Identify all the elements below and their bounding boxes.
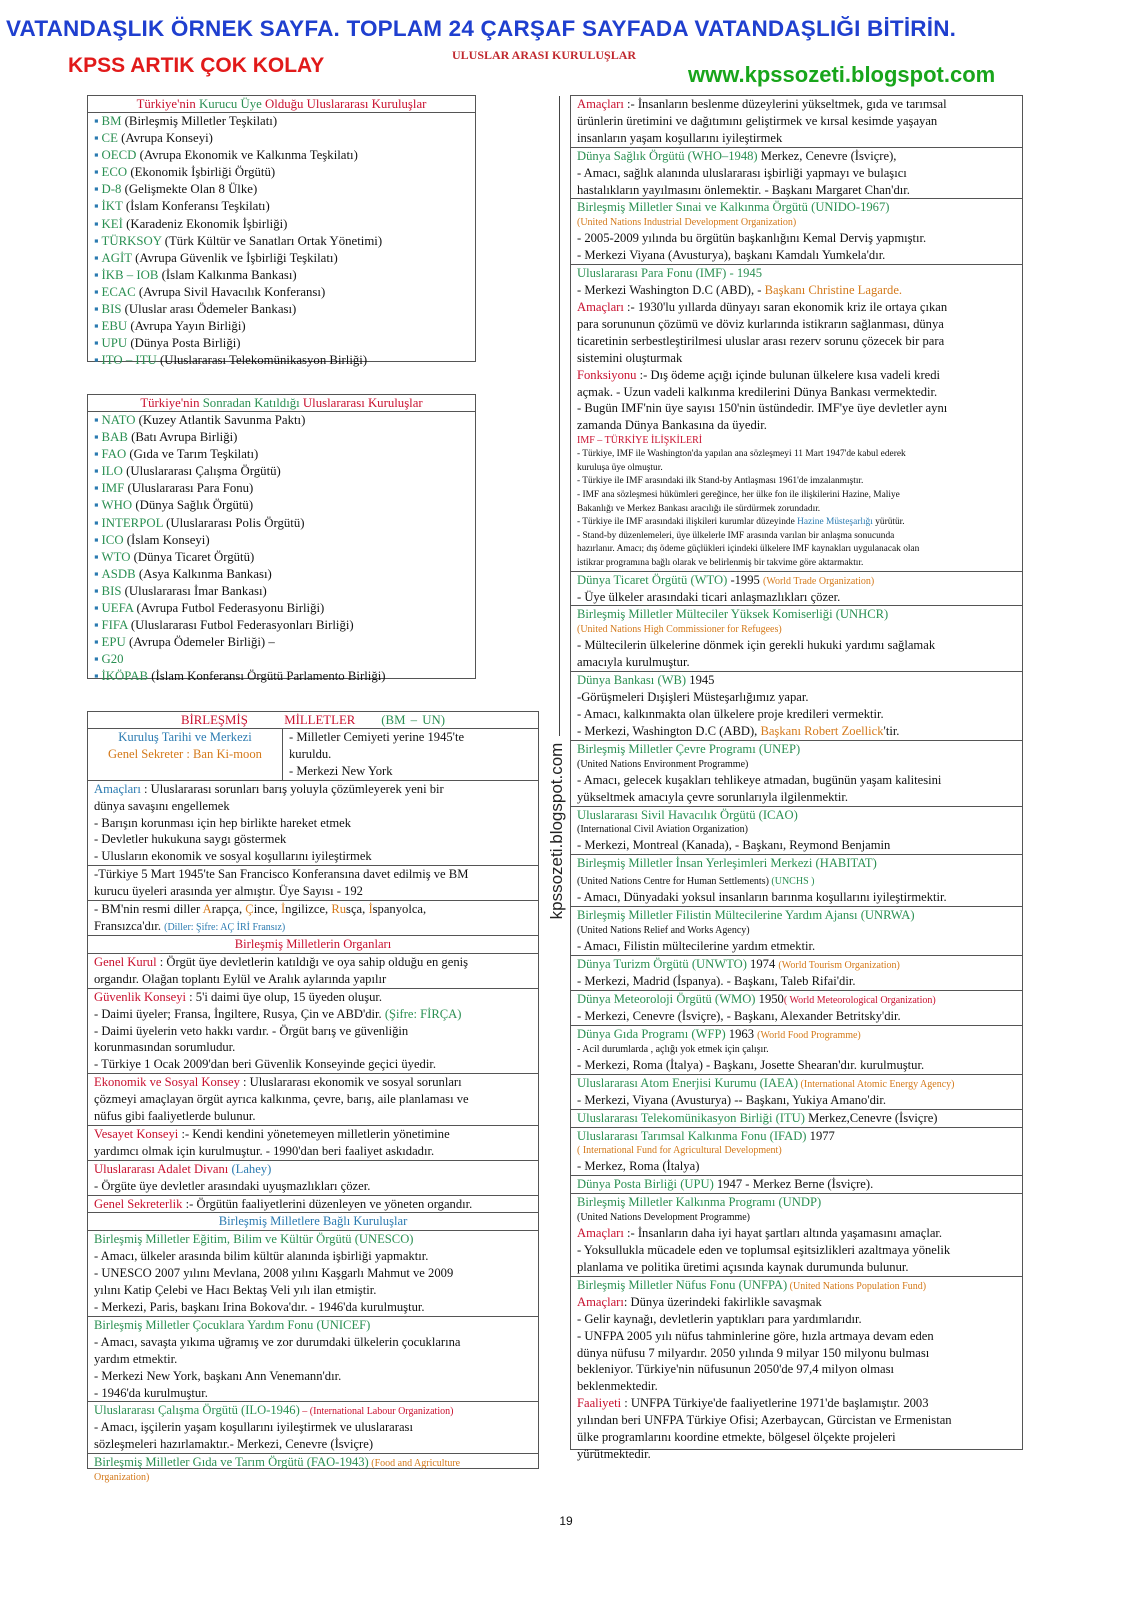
security-council: Güvenlik Konseyi : 5'i daimi üye olup, 15 üyeden oluşur. - Daimi üyeler; Fransa, İngiltere, Rusya, Çin ve ABD'dir. (Şifre: FİRÇA) - Daimi üyelerin veto hakkı vardır. - Örgüt barış ve güvenliğin korunmasından sorumludur. - Türkiye 1 Ocak 2009'dan beri Güvenlik Konseyinde geçici üyedir. [88,989,538,1075]
slogan: KPSS ARTIK ÇOK KOLAY [68,54,325,77]
bullet-icon: ▪ [94,430,99,445]
bullet-icon: ▪ [94,413,99,427]
later-list-item: ▪ UEFA (Avrupa Futbol Federasyonu Birliği) [94,601,325,616]
bullet-icon: ▪ [94,532,99,547]
founding-list-item: ▪ UPU (Dünya Posta Birliği) [94,336,241,351]
bullet-icon: ▪ [94,302,99,317]
bullet-icon: ▪ [94,199,99,214]
icao: Uluslararası Sivil Havacılık Örgütü (ICAO) (International Civil Aviation Organization) - Merkezi, Montreal (Kanada), - Başkanı, Reymond Benjamin [571,807,1022,856]
world-bank: Dünya Bankası (WB) 1945 -Görüşmeleri Dışişleri Müsteşarlığımız yapar. - Amacı, kalkınmakta olan ülkelere proje kredileri vermektir. - Merkezi, Washington D.C (ABD), Başkanı Robert Zoellick'tir. [571,672,1022,741]
founding-list-item: ▪ BIS (Uluslar arası Ödemeler Bankası) [94,302,297,317]
unhcr: Birleşmiş Milletler Mülteciler Yüksek Komiserliği (UNHCR) (United Nations High Commissioner for Refugees) - Mültecilerin ülkelerine dönmek için gerekli hukuki yardımı sağlamak amacıyla kurulmuştur. [571,606,1022,672]
un-organs-title: Birleşmiş Milletlerin Organları [88,936,538,954]
bullet-icon: ▪ [94,618,99,633]
founding-list-item: ▪ ECO (Ekonomik İşbirliği Örgütü) [94,165,276,180]
bullet-icon: ▪ [94,498,99,513]
founding-list-item: ▪ İKT (İslam Konferansı Teşkilatı) [94,199,270,214]
iaea: Uluslararası Atom Enerjisi Kurumu (IAEA) (International Atomic Energy Agency) - Merkezi, Viyana (Avusturya) -- Başkanı, Yukiya Amano'dir. [571,1075,1022,1110]
topic-title: ULUSLAR ARASI KURULUŞLAR [452,48,637,62]
bullet-icon: ▪ [94,233,99,248]
un-turkey-info: -Türkiye 5 Mart 1945'te San Francisco Konferansına davet edilmiş ve BM kurucu üyeleri arasında yer almıştır. Üye Sayısı - 192 [88,866,538,901]
bullet-icon: ▪ [94,131,99,146]
ilo: Uluslararası Çalışma Örgütü (ILO-1946) – (International Labour Organization) - Amacı, işçilerin yaşam koşullarını iyileştirmek ve uluslararası sözleşmeleri hazırlamaktır.- Merkezi, Cenevre (İsviçre) [88,1402,538,1454]
who: Dünya Sağlık Örgütü (WHO–1948) Merkez, Cenevre (İsviçre), - Amacı, sağlık alanında uluslararası işbirliği yapmayı ve bulaşıcı hastalıkların yayılmasını önlemektir. - Başkanı Margaret Chan'dır. [571,148,1022,200]
un-box [87,711,539,1484]
bullet-icon: ▪ [94,583,99,598]
bullet-icon: ▪ [94,669,99,684]
unep: Birleşmiş Milletler Çevre Programı (UNEP) (United Nations Environment Programme) - Amacı, gelecek kuşakları tehlikeye atmadan, bugünün yaşam kalitesini yükseltmek amacıyla çevre sorunlarıyla ilgilenmektir. [571,741,1022,807]
page-number: 19 [559,1514,573,1528]
later-list-item: ▪ WHO (Dünya Sağlık Örgütü) [94,498,254,513]
fao: Birleşmiş Milletler Gıda ve Tarım Örgütü (FAO-1943) (Food and Agriculture Organization) [94,1455,461,1484]
un-aims: Amaçları : Uluslararası sorunları barış yoluyla çözümleyerek yeni bir dünya savaşını engellemek - Barışın korunması için hep birlikte hareket etmek - Devletler hukukuna saygı göstermek - Ulusların ekonomik ve sosyal koşullarını iyileştirmek [88,781,538,867]
later-list-item: ▪ ICO (İslam Konseyi) [94,532,210,547]
habitat: Birleşmiş Milletler İnsan Yerleşimleri Merkezi (HABITAT) (United Nations Centre for Human Settlements) (UNCHS ) - Amacı, Dünyadaki yoksul insanların barınma koşullarını iyileştirmektir. [571,855,1022,907]
later-list-item: ▪ FAO (Gıda ve Tarım Teşkilatı) [94,447,259,462]
secretariat: Genel Sekreterlik :- Örgütün faaliyetlerini düzenleyen ve yöneten organdır. [88,1196,538,1214]
founding-list [88,113,475,369]
page-banner-title: VATANDAŞLIK ÖRNEK SAYFA. TOPLAM 24 ÇARŞAF SAYFADA VATANDAŞLIĞI BİTİRİN. [6,16,957,41]
bullet-icon: ▪ [94,250,99,265]
right-column-box [570,95,1023,1461]
wfp: Dünya Gıda Programı (WFP) 1963 (World Food Programme) - Acil durumlarda , açlığı yok etmek için çalışır. - Merkezi, Roma (İtalya) - Başkanı, Josette Shearan'dır. kurulmuştur. [571,1026,1022,1075]
un-languages: - BM'nin resmi diller Arapça, Çince, İngilizce, Rusça, İspanyolca, Fransızca'dır. (Diller: Şifre: AÇ İRİ Fransız) [88,901,538,936]
bullet-icon: ▪ [94,216,99,231]
founding-list-item: ▪ ECAC (Avrupa Sivil Havacılık Konferansı) [94,284,326,299]
founding-list-item: ▪ İKB – IOB (İslam Kalkınma Bankası) [94,267,297,282]
founding-list-item: ▪ OECD (Avrupa Ekonomik ve Kalkınma Teşkilatı) [94,148,358,163]
vertical-watermark: kpssozeti.blogspot.com [547,742,566,920]
later-list-item: ▪ BIS (Uluslararası İmar Bankası) [94,583,267,598]
itu: Uluslararası Telekomünikasyon Birliği (ITU) Merkez,Cenevre (İsviçre) [571,1110,1022,1128]
bullet-icon: ▪ [94,635,99,650]
later-list-item: ▪ ILO (Uluslararası Çalışma Örgütü) [94,464,281,479]
bullet-icon: ▪ [94,267,99,282]
bullet-icon: ▪ [94,652,99,667]
bullet-icon: ▪ [94,148,99,163]
un-affiliates-title: Birleşmiş Milletlere Bağlı Kuruluşlar [88,1213,538,1231]
later-title: Türkiye'nin Sonradan Katıldığı Uluslararası Kuruluşlar [88,395,475,412]
founding-list-item: ▪ EBU (Avrupa Yayın Birliği) [94,319,246,334]
general-assembly: Genel Kurul : Örgüt üye devletlerin katıldığı ve oya sahip olduğu en geniş organdır. Olağan toplantı Eylül ve Aralık aylarında yapılır [88,954,538,989]
later-list-item: ▪ G20 [94,652,124,667]
bullet-icon: ▪ [94,464,99,479]
later-list [88,412,475,686]
un-title: BİRLEŞMİŞ MİLLETLER (BM – UN) [88,712,538,729]
bullet-icon: ▪ [94,447,99,462]
bullet-icon: ▪ [94,549,99,564]
icj: Uluslararası Adalet Divanı (Lahey) - Örgüte üye devletler arasındaki uyuşmazlıkları çözer. [88,1161,538,1196]
bullet-icon: ▪ [94,515,99,530]
founding-list-item: ▪ CE (Avrupa Konseyi) [94,131,213,146]
imf: Uluslararası Para Fonu (IMF) - 1945 - Merkezi Washington D.C (ABD), - Başkanı Christine Lagarde. Amaçları :- 1930'lu yıllarda dünyayı saran ekonomik kriz ile ortaya çıkan para sorununun çözümü ve döviz kurlarında istikrarın sağlanması, dünya ticaretinin serbestleştirilmesi uluslar arası rezerv sorunu çözecek bir para sistemini oluşturmak Fonksiyonu :- Dış ödeme açığı içinde bulunan ülkelere kısa vadeli kredi açmak. - Uzun vadeli kalkınma kredilerini Dünya Bankası vermektedir. - Bugün IMF'nin üye sayısı 150'nin üstündedir. IMF'ye üye devletler aynı zamanda Dünya Bankasına da üyedir. IMF – TÜRKİYE İLİŞKİLERİ - Türkiye, IMF ile Washington'da yapılan ana sözleşmeyi 11 Mart 1947'de kabul ederek kuruluşa üye olmuştur. - Türkiye ile IMF arasındaki ilk Stand-by Antlaşması 1961'de imzalanmıştır. - IMF ana sözleşmesi hükümleri gereğince, her ülke fon ile ilişkilerini Hazine, Maliye Bakanlığı ve Merkez Bankası aracılığı ile sürdürmek zorundadır. - Türkiye ile IMF arasındaki ilişkileri kurumlar düzeyinde Hazine Müsteşarlığı yürütür. - Stand-by düzenlemeleri, üye ülkelerle IMF arasında varılan bir anlaşma sonucunda hazırlanır. Amacı; dış ödeme güçlükleri içindeki ülkelere IMF kaynakları uygulanacak olan istikrar programına bağlı olarak ve belirlenmiş bir takvime göre aktarmaktır. [571,265,1022,571]
bullet-icon: ▪ [94,114,99,128]
later-list-item: ▪ BAB (Batı Avrupa Birliği) [94,430,238,445]
trusteeship-council: Vesayet Konseyi :- Kendi kendini yönetemeyen milletlerin yönetimine yardımcı olmak için kurulmuştur. - 1990'dan beri faaliyet askıdadır. [88,1126,538,1161]
later-members-box [87,394,476,684]
later-list-item: ▪ İKÖPAB (İslam Konferansı Örgütü Parlamento Birliği) [94,669,386,684]
bullet-icon: ▪ [94,165,99,180]
un-founding-info: Kuruluş Tarihi ve Merkezi Genel Sekreter : Ban Ki-moon - Milletler Cemiyeti yerine 1945'te kuruldu. - Merkezi New York [88,729,538,781]
wto: Dünya Ticaret Örgütü (WTO) -1995 (World Trade Organization) - Üye ülkeler arasındaki ticari anlaşmazlıkları çözer. [571,572,1022,607]
bullet-icon: ▪ [94,319,99,334]
bullet-icon: ▪ [94,566,99,581]
founding-members-box [87,95,476,368]
later-list-item: ▪ NATO (Kuzey Atlantik Savunma Paktı) [94,413,306,427]
later-list-item: ▪ WTO (Dünya Ticaret Örgütü) [94,549,255,564]
upu: Dünya Posta Birliği (UPU) 1947 - Merkez Berne (İsviçre). [571,1176,1022,1194]
website-link[interactable]: www.kpssozeti.blogspot.com [688,62,996,87]
unicef: Birleşmiş Milletler Çocuklara Yardım Fonu (UNICEF) - Amacı, savaşta yıkıma uğramış ve zor durumdaki ülkelerin çocuklarına yardım etmektir. - Merkezi New York, başkanı Ann Venemann'dır. - 1946'da kurulmuştur. [88,1317,538,1403]
later-list-item: ▪ INTERPOL (Uluslararası Polis Örgütü) [94,515,305,530]
unwto: Dünya Turizm Örgütü (UNWTO) 1974 (World Tourism Organization) - Merkezi, Madrid (İspanya). - Başkanı, Taleb Rifai'dir. [571,956,1022,991]
later-list-item: ▪ FIFA (Uluslararası Futbol Federasyonları Birliği) [94,618,354,633]
later-list-item: ▪ ASDB (Asya Kalkınma Bankası) [94,566,272,581]
founding-list-item: ▪ AGİT (Avrupa Güvenlik ve İşbirliği Teşkilatı) [94,250,338,265]
founding-list-item: ▪ BM (Birleşmiş Milletler Teşkilatı) [94,114,278,128]
bullet-icon: ▪ [94,481,99,496]
bullet-icon: ▪ [94,284,99,299]
unido: Birleşmiş Milletler Sınai ve Kalkınma Örgütü (UNIDO-1967) (United Nations Industrial Development Organization) - 2005-2009 yılında bu örgütün başkanlığını Kemal Derviş yapmıştır. - Merkezi Viyana (Avusturya), başkanı Kamdalı Yumkela'dır. [571,199,1022,265]
founding-list-item: ▪ ITO – ITU (Uluslararası Telekomünikasyon Birliği) [94,353,368,368]
ifad: Uluslararası Tarımsal Kalkınma Fonu (IFAD) 1977 ( International Fund for Agricultural Development) - Merkez, Roma (İtalya) [571,1128,1022,1177]
bullet-icon: ▪ [94,601,99,616]
founding-list-item: ▪ TÜRKSOY (Türk Kültür ve Sanatları Ortak Yönetimi) [94,233,383,248]
fao-aims: Amaçları :- İnsanların beslenme düzeylerini yükseltmek, gıda ve tarımsal ürünlerin üretimini ve dağıtımını geliştirmek ve kırsal kesimde yaşayan insanların yaşam koşullarını iyileştirmek [571,96,1022,148]
unfpa: Birleşmiş Milletler Nüfus Fonu (UNFPA) (United Nations Population Fund) Amaçları: Dünya üzerindeki fakirlikle savaşmak - Gelir kaynağı, devletlerin yaptıkları para yardımlarıdır. - UNFPA 2005 yılı nüfus tahminlerine göre, hızla artmaya devam eden dünya nüfusu 7 milyardır. 2050 yılında 9 milyar 150 milyonu bulması bekleniyor. Türkiye'nin nüfusunun 2050'de 97,4 milyon olması beklenmektedir. Faaliyeti : UNFPA Türkiye'de faaliyetlerine 1971'de başlamıştır. 2003 yılından beri UNFPA Türkiye Ofisi; Azerbaycan, Gürcistan ve Ermenistan ülke programlarını koordine etmekte, bölgesel ölçekte projeleri yürütmektedir. [577,1277,952,1461]
column-divider [559,96,560,736]
unrwa: Birleşmiş Milletler Filistin Mültecilerine Yardım Ajansı (UNRWA) (United Nations Relief and Works Agency) - Amacı, Filistin mültecilerine yardım etmektir. [571,907,1022,956]
bullet-icon: ▪ [94,336,99,351]
ecosoc: Ekonomik ve Sosyal Konsey : Uluslararası ekonomik ve sosyal sorunları çözmeyi amaçlayan örgüt ayrıca kalkınma, çevre, barış, aile planlaması ve nüfus gibi faaliyetlerde bulunur. [88,1074,538,1126]
founding-list-item: ▪ KEİ (Karadeniz Ekonomik İşbirliği) [94,216,288,231]
unesco: Birleşmiş Milletler Eğitim, Bilim ve Kültür Örgütü (UNESCO) - Amacı, ülkeler arasında bilim kültür alanında işbirliği yapmaktır. - UNESCO 2007 yılını Mevlana, 2008 yılını Kaşgarlı Mahmut ve 2009 yılını Katip Çelebi ve Hacı Bektaş Veli yılı ilan etmiştir. - Merkezi, Paris, başkanı Irina Bokova'dır. - 1946'da kurulmuştur. [88,1231,538,1317]
founding-list-item: ▪ D-8 (Gelişmekte Olan 8 Ülke) [94,182,258,197]
founding-title: Türkiye'nin Kurucu Üye Olduğu Uluslararası Kuruluşlar [88,96,475,113]
bullet-icon: ▪ [94,353,99,368]
later-list-item: ▪ IMF (Uluslararası Para Fonu) [94,481,254,496]
wmo: Dünya Meteoroloji Örgütü (WMO) 1950( World Meteorological Organization) - Merkezi, Cenevre (İsviçre), - Başkanı, Alexander Betritsky'dir. [571,991,1022,1026]
undp: Birleşmiş Milletler Kalkınma Programı (UNDP) (United Nations Development Programme) Amaçları :- İnsanların daha iyi hayat şartları altında yaşamasını amaçlar. - Yoksullukla mücadele eden ve toplumsal eşitsizlikleri azaltmaya yönelik planlama ve politika üretimi açısında kaynak durumunda bulunur. [571,1194,1022,1277]
later-list-item: ▪ EPU (Avrupa Ödemeler Birliği) – [94,635,275,650]
bullet-icon: ▪ [94,182,99,197]
